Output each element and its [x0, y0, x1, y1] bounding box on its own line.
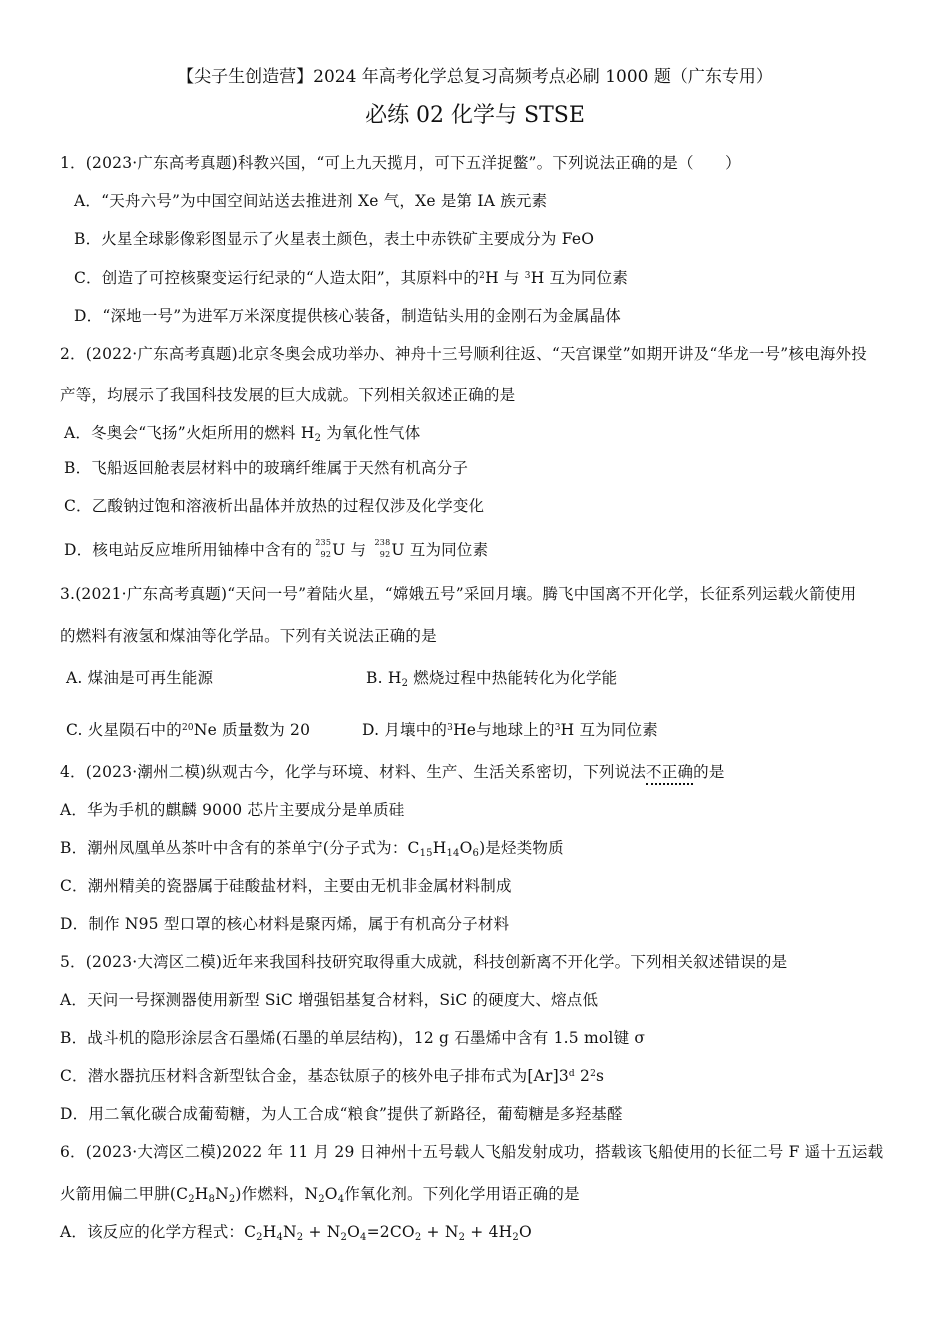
- q4-b-end: )是烃类物质: [479, 839, 564, 857]
- q2-d-text: D．核电站反应堆所用铀棒中含有的: [64, 541, 313, 559]
- q6-stem-line1: 6．(2023·大湾区二模)2022 年 11 月 29 日神州十五号载人飞船发射成功，搭载该飞船使用的长征二号 F 遥十五运载: [60, 1143, 884, 1161]
- q3-b-sub: 2: [401, 678, 409, 689]
- eq-sub: 2: [256, 1232, 263, 1243]
- q1-c-sym2: H: [530, 269, 545, 287]
- eq-equals: =2CO: [366, 1223, 415, 1241]
- q6-sub-o: 4: [337, 1194, 345, 1205]
- eq-sub: 2: [512, 1232, 519, 1243]
- q5-c-text: C．潜水器抗压材料含新型钛合金，基态钛原子的核外电子排布式为[Ar]3: [60, 1067, 569, 1085]
- eq-sub: 4: [360, 1232, 367, 1243]
- q5-stem: 5．(2023·大湾区二模)近年来我国科技研究取得重大成就，科技创新离不开化学。下列相关叙述错误的是: [60, 953, 788, 971]
- q1-c-end: 互为同位素: [544, 269, 629, 287]
- q4-b-text: B．潮州凤凰单丛茶叶中含有的茶单宁(分子式为：C: [60, 839, 420, 857]
- q1-c-sym1: H: [485, 269, 499, 287]
- q2-stem-line1: 2．(2022·广东高考真题)北京冬奥会成功举办、神舟十三号顺利往返、“天宫课堂”如期开讲及“华龙一号”核电海外投: [60, 345, 867, 363]
- q3-c-end: 质量数为 20: [216, 721, 311, 739]
- q6-o: O: [324, 1185, 338, 1203]
- q5-option-b: B．战斗机的隐形涂层含石墨烯(石墨的单层结构)，12 g 石墨烯中含有 1.5 mol键 σ: [60, 1029, 646, 1047]
- q3-b-text: B. H: [366, 669, 402, 687]
- q2-d-mid: 与: [345, 541, 372, 559]
- eq-o: O: [518, 1223, 532, 1241]
- q2-d-mass2: 238: [374, 538, 391, 547]
- q3-option-c: [66, 720, 310, 740]
- eq-plus: + N: [303, 1223, 341, 1241]
- q2-d-sym1: U: [332, 541, 346, 559]
- q5-c-end: s: [596, 1067, 605, 1085]
- q2-stem-line2: 产等，均展示了我国科技发展的巨大成就。下列相关叙述正确的是: [60, 386, 516, 404]
- q2-d-mass1: 235: [315, 538, 332, 547]
- q4-stem: [60, 762, 725, 782]
- q1-option-d: D．“深地一号”为进军万米深度提供核心装备，制造钻头用的金刚石为金属晶体: [74, 307, 621, 325]
- q3-option-b: [366, 668, 617, 688]
- q1-option-a: A．“天舟六号”为中国空间站送去推进剂 Xe 气，Xe 是第 IA 族元素: [74, 192, 548, 210]
- q1-c-text: C．创造了可控核聚变运行纪录的“人造太阳”，其原料中的: [74, 269, 480, 287]
- q6-stem-line2: [60, 1184, 580, 1204]
- q3-d-mass1: 3: [447, 723, 454, 733]
- eq-sub: 2: [340, 1232, 348, 1243]
- q2-option-d: [64, 540, 488, 560]
- q4-option-b: [60, 838, 564, 858]
- q4-stem-emphasis: 不正确: [646, 763, 693, 785]
- q1-option-c: [74, 268, 628, 288]
- q2-option-c: C．乙酸钠过饱和溶液析出晶体并放热的过程仅涉及化学变化: [64, 497, 485, 515]
- q1-c-mass2: 3: [524, 271, 531, 281]
- q4-option-a: A．华为手机的麒麟 9000 芯片主要成分是单质硅: [60, 801, 405, 819]
- q4-option-d: D．制作 N95 型口罩的核心材料是聚丙烯，属于有机高分子材料: [60, 915, 510, 933]
- q6-n: N: [215, 1185, 229, 1203]
- q2-d-isotope2-numbers: [371, 540, 391, 560]
- q2-d-z1: 92: [320, 550, 332, 559]
- q3-d-text: D. 月壤中的: [362, 721, 448, 739]
- q4-stem-end: 的是: [693, 763, 725, 781]
- eq-o: O: [347, 1223, 361, 1241]
- q4-b-sub1: 15: [419, 848, 433, 859]
- eq-plus: + N: [421, 1223, 459, 1241]
- q2-a-sub: 2: [314, 433, 322, 444]
- q3-d-sym1: He: [453, 721, 477, 739]
- eq-h: H: [262, 1223, 277, 1241]
- eq-sub: 4: [276, 1232, 283, 1243]
- doc-title: 【尖子生创造营】2024 年高考化学总复习高频考点必刷 1000 题（广东专用）: [177, 67, 773, 87]
- q3-c-text: C. 火星陨石中的: [66, 721, 182, 739]
- q6-h: H: [194, 1185, 209, 1203]
- q2-d-end: 互为同位素: [404, 541, 489, 559]
- q6-option-a: [60, 1222, 532, 1242]
- q1-c-mass1: 2: [479, 271, 486, 281]
- q3-b-end: 燃烧过程中热能转化为化学能: [408, 669, 618, 687]
- q5-c-sup2: 2: [590, 1069, 597, 1079]
- q5-option-d: D．用二氧化碳合成葡萄糖，为人工合成“粮食”提供了新路径，葡萄糖是多羟基醛: [60, 1105, 623, 1123]
- eq-sub: 2: [296, 1232, 304, 1243]
- q3-stem-line2: 的燃料有液氢和煤油等化学品。下列有关说法正确的是: [60, 627, 437, 645]
- q6-sub-h: 8: [208, 1194, 216, 1205]
- q4-b-sub3: 6: [472, 848, 480, 859]
- q3-d-end: 互为同位素: [574, 721, 658, 739]
- q3-c-mass: 20: [181, 723, 194, 733]
- q2-d-z2: 92: [379, 550, 391, 559]
- q1-stem: 1．(2023·广东高考真题)科教兴国，“可上九天揽月，可下五洋捉鳖”。下列说法正确的是（ ）: [60, 154, 741, 172]
- q2-d-isotope1-numbers: [312, 540, 332, 560]
- q1-option-b: B．火星全球影像彩图显示了火星表土颜色，表土中赤铁矿主要成分为 FeO: [74, 230, 595, 248]
- q6-stem-end: 作氧化剂。下列化学用语正确的是: [344, 1185, 580, 1203]
- q5-c-mid: 2: [574, 1067, 591, 1085]
- q2-a-text: A．冬奥会“飞扬”火炬所用的燃料 H: [64, 424, 315, 442]
- q6-stem-text: 火箭用偏二甲肼(C: [60, 1185, 189, 1203]
- q4-b-o: O: [459, 839, 473, 857]
- q6-a-text: A．该反应的化学方程式：C: [60, 1223, 257, 1241]
- q5-option-c: [60, 1066, 604, 1086]
- q3-stem-line1: 3.(2021·广东高考真题)“天问一号”着陆火星，“嫦娥五号”采回月壤。腾飞中国离不开化学，长征系列运载火箭使用: [60, 585, 857, 603]
- q2-option-a: [64, 423, 420, 443]
- q6-sub-n: 2: [228, 1194, 236, 1205]
- q3-option-a: A. 煤油是可再生能源: [66, 669, 214, 687]
- q2-a-end: 为氧化性气体: [321, 424, 421, 442]
- q5-c-sup1: d: [568, 1069, 575, 1079]
- q4-stem-text: 4．(2023·潮州二模)纵观古今，化学与环境、材料、生产、生活关系密切，下列说法: [60, 763, 647, 781]
- q6-sub-c: 2: [188, 1194, 195, 1205]
- q2-d-sym2: U: [391, 541, 405, 559]
- q4-option-c: C．潮州精美的瓷器属于硅酸盐材料，主要由无机非金属材料制成: [60, 877, 512, 895]
- q2-option-b: B．飞船返回舱表层材料中的玻璃纤维属于天然有机高分子: [64, 459, 469, 477]
- eq-sub: 2: [414, 1232, 422, 1243]
- doc-subtitle: 必练 02 化学与 STSE: [365, 103, 585, 128]
- q3-c-sym: Ne: [193, 721, 217, 739]
- q6-stem-mid: )作燃料，N: [235, 1185, 319, 1203]
- q4-b-h: H: [432, 839, 447, 857]
- q3-d-mass2: 3: [554, 723, 561, 733]
- eq-plus: + 4H: [465, 1223, 513, 1241]
- q4-b-sub2: 14: [446, 848, 460, 859]
- q3-d-mid: 与地球上的: [476, 721, 555, 739]
- q3-d-sym2: H: [560, 721, 575, 739]
- eq-sub: 2: [458, 1232, 466, 1243]
- q1-c-mid: 与: [498, 269, 525, 287]
- q3-option-d: [362, 720, 658, 740]
- eq-n: N: [283, 1223, 297, 1241]
- q5-option-a: A．天问一号探测器使用新型 SiC 增强铝基复合材料，SiC 的硬度大、熔点低: [60, 991, 599, 1009]
- q6-sub-n2: 2: [318, 1194, 325, 1205]
